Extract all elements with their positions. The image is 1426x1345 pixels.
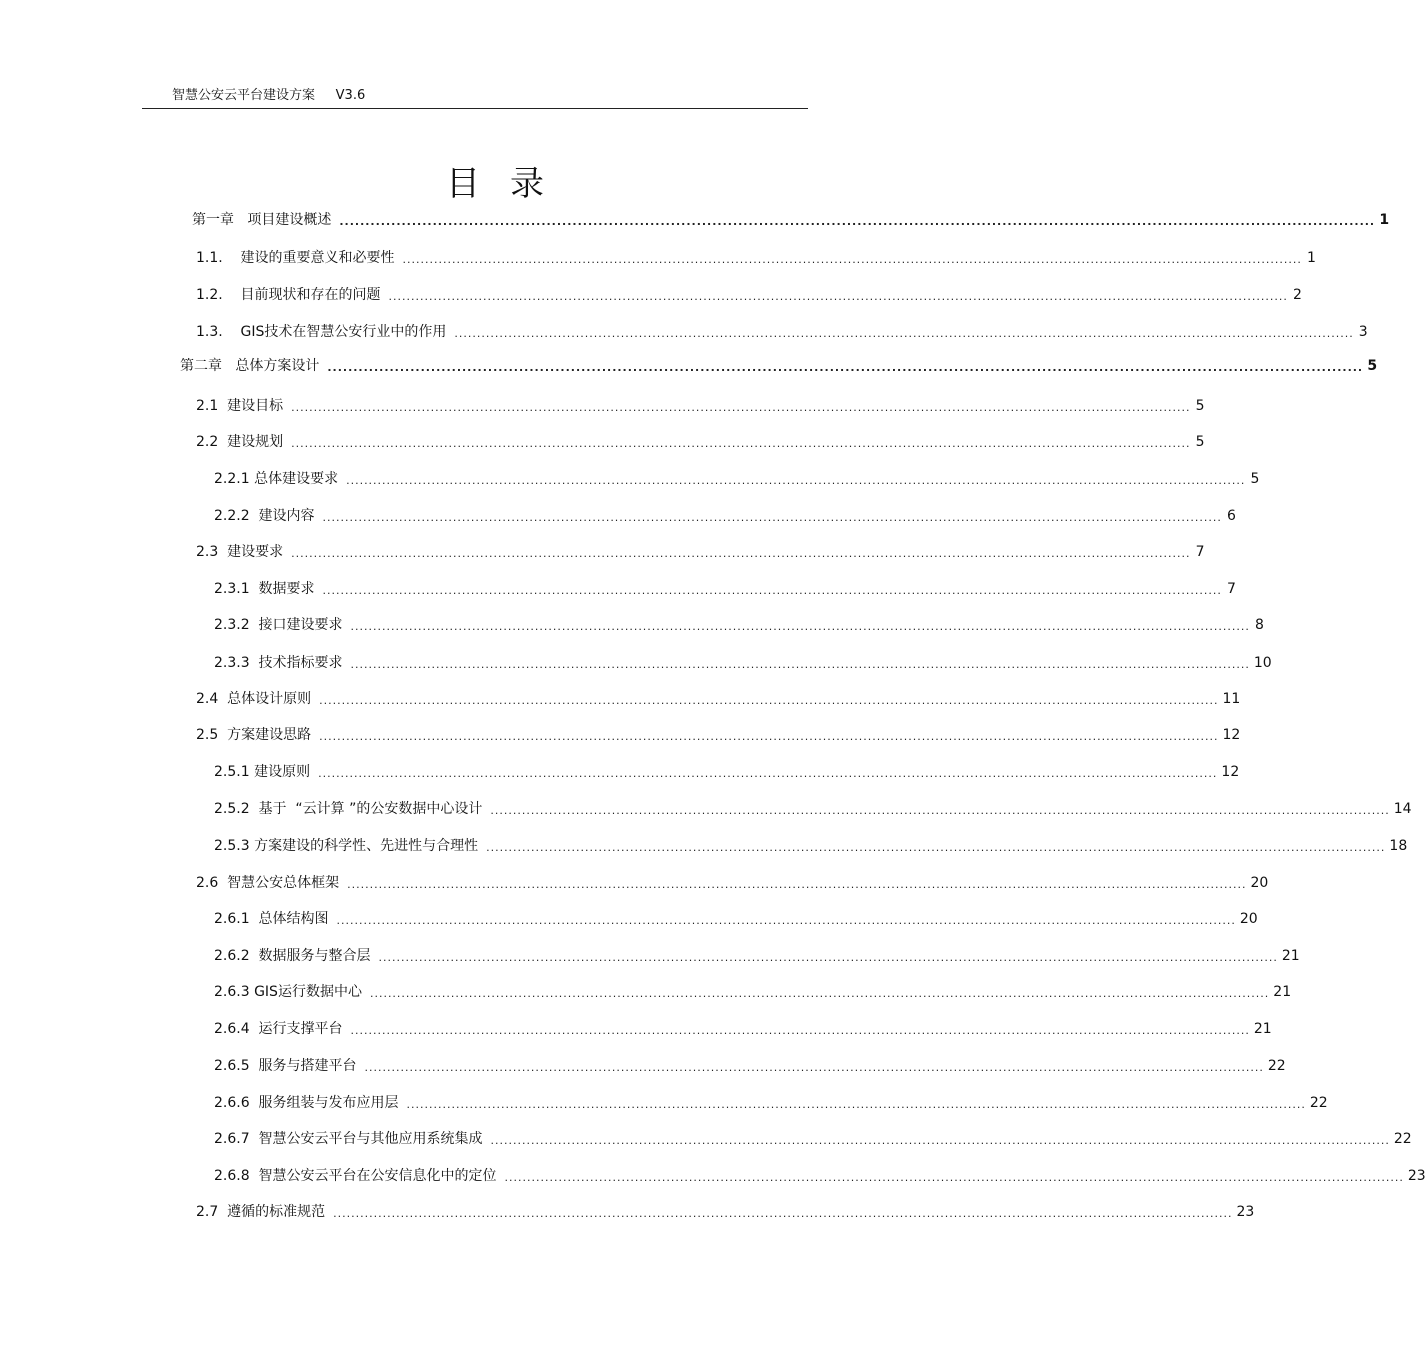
toc-entry-title: 总体设计原则 xyxy=(218,691,312,707)
toc-section-entry[interactable] xyxy=(196,247,1316,267)
toc-section-entry[interactable] xyxy=(196,431,1205,451)
toc-page-number: 2 xyxy=(1292,287,1302,303)
toc-page-number: 22 xyxy=(1309,1095,1328,1111)
toc-page-number: 5 xyxy=(1195,434,1205,450)
dot-leader: ........................................................................................................................................................................................................ xyxy=(406,1098,1306,1111)
toc-page-number: 21 xyxy=(1281,948,1300,964)
toc-section-entry[interactable] xyxy=(196,724,1241,744)
toc-entry-title: 数据要求 xyxy=(249,581,315,597)
toc-page-number: 1 xyxy=(1306,250,1316,266)
toc-section-entry[interactable] xyxy=(196,541,1205,561)
toc-section-entry[interactable] xyxy=(214,981,1292,1001)
toc-section-entry[interactable] xyxy=(214,578,1236,598)
toc-entry-number: 第一章 xyxy=(192,212,234,228)
dot-leader: ........................................................................................................................................................................................................ xyxy=(318,767,1218,780)
dot-leader: ........................................................................................................................................................................................................ xyxy=(346,474,1246,487)
document-header: 智慧公安云平台建设方案 V3.6 xyxy=(172,88,366,103)
dot-leader: ........................................................................................................................................................................................................ xyxy=(364,1061,1264,1074)
toc-entry-title: 智慧公安云平台在公安信息化中的定位 xyxy=(249,1168,497,1184)
toc-entry-number: 2.2.2 xyxy=(214,508,250,524)
toc-entry-title: 建设要求 xyxy=(218,544,284,560)
toc-section-entry[interactable] xyxy=(214,468,1260,488)
dot-leader: ........................................................................................................................................................................................................ xyxy=(291,401,1191,414)
dot-leader: ........................................................................................................................................................................................................ xyxy=(504,1171,1404,1184)
toc-entry-title: 接口建设要求 xyxy=(249,617,343,633)
toc-entry-title: 建设原则 xyxy=(249,764,311,780)
toc-section-entry[interactable] xyxy=(214,945,1300,965)
toc-entry-number: 第二章 xyxy=(180,358,222,374)
dot-leader: ........................................................................................................................................................................................................ xyxy=(388,290,1288,303)
toc-entry-number: 2.5 xyxy=(196,727,219,743)
toc-section-entry[interactable] xyxy=(214,1055,1286,1075)
toc-page-number: 11 xyxy=(1222,691,1241,707)
toc-entry-title: 方案建设思路 xyxy=(218,727,312,743)
toc-entry-title: 运行支撑平台 xyxy=(249,1021,343,1037)
toc-entry-number: 2.1 xyxy=(196,398,219,414)
toc-entry-number: 1.2. xyxy=(196,287,223,303)
toc-entry-number: 2.5.1 xyxy=(214,764,250,780)
dot-leader: ........................................................................................................................................................................................................ xyxy=(490,1134,1390,1147)
toc-entry-number: 2.6.4 xyxy=(214,1021,250,1037)
toc-title: 目录 xyxy=(446,164,574,204)
toc-page-number: 20 xyxy=(1239,911,1258,927)
toc-entry-number: 2.3 xyxy=(196,544,219,560)
toc-page-number: 23 xyxy=(1236,1204,1255,1220)
toc-entry-title: 智慧公安云平台与其他应用系统集成 xyxy=(249,1131,483,1147)
dot-leader: ........................................................................................................................................................................................................ xyxy=(336,914,1236,927)
toc-section-entry[interactable] xyxy=(214,908,1258,928)
toc-entry-number: 2.6.2 xyxy=(214,948,250,964)
toc-entry-number: 2.2.1 xyxy=(214,471,250,487)
dot-leader: ........................................................................................................................................................................................................ xyxy=(350,658,1250,671)
toc-section-entry[interactable] xyxy=(214,1165,1426,1185)
toc-section-entry[interactable] xyxy=(214,1128,1412,1148)
dot-leader: ........................................................................................................................................................................................................ xyxy=(322,584,1222,597)
toc-page-number: 7 xyxy=(1226,581,1236,597)
toc-entry-title: 建设内容 xyxy=(249,508,315,524)
toc-page-number: 10 xyxy=(1253,655,1272,671)
toc-page-number: 6 xyxy=(1226,508,1236,524)
toc-section-entry[interactable] xyxy=(214,1018,1272,1038)
dot-leader: ........................................................................................................................................................................................................ xyxy=(291,547,1191,560)
dot-leader: ........................................................................................................................................................................................................ xyxy=(333,1207,1233,1220)
toc-page-number: 21 xyxy=(1273,984,1292,1000)
toc-entry-number: 2.6.7 xyxy=(214,1131,250,1147)
toc-entry-title: 项目建设概述 xyxy=(234,212,332,228)
toc-section-entry[interactable] xyxy=(214,835,1408,855)
toc-entry-title: 总体结构图 xyxy=(249,911,329,927)
toc-entry-title: 智慧公安总体框架 xyxy=(218,875,340,891)
dot-leader: ........................................................................................................................................................................................................ xyxy=(402,253,1302,266)
toc-page-number: 8 xyxy=(1254,617,1264,633)
dot-leader: ........................................................................................................................................................................................................ xyxy=(350,1024,1250,1037)
toc-section-entry[interactable] xyxy=(214,1092,1328,1112)
toc-page-number: 18 xyxy=(1389,838,1408,854)
dot-leader: ........................................................................................................................................................................................................ xyxy=(369,987,1270,1000)
toc-section-entry[interactable] xyxy=(214,614,1264,634)
toc-section-entry[interactable] xyxy=(196,395,1205,415)
toc-page-number: 12 xyxy=(1222,727,1241,743)
toc-section-entry[interactable] xyxy=(214,652,1272,672)
toc-entry-number: 1.3. xyxy=(196,324,223,340)
toc-entry-title: 遵循的标准规范 xyxy=(218,1204,326,1220)
toc-entry-title: 方案建设的科学性、先进性与合理性 xyxy=(249,838,479,854)
toc-entry-title: 总体方案设计 xyxy=(222,358,320,374)
dot-leader: ........................................................................................................................................................................................................ xyxy=(327,361,1364,374)
dot-leader: ........................................................................................................................................................................................................ xyxy=(454,327,1354,340)
toc-page-number: 23 xyxy=(1407,1168,1426,1184)
toc-section-entry[interactable] xyxy=(214,505,1236,525)
dot-leader: ........................................................................................................................................................................................................ xyxy=(486,841,1386,854)
dot-leader: ........................................................................................................................................................................................................ xyxy=(319,694,1219,707)
dot-leader: ........................................................................................................................................................................................................ xyxy=(490,804,1390,817)
toc-entry-title: 建设的重要意义和必要性 xyxy=(222,250,395,266)
dot-leader: ........................................................................................................................................................................................................ xyxy=(319,730,1219,743)
toc-entry-title: 建设目标 xyxy=(218,398,284,414)
toc-entry-number: 1.1. xyxy=(196,250,223,266)
dot-leader: ........................................................................................................................................................................................................ xyxy=(291,437,1191,450)
toc-section-entry[interactable] xyxy=(196,872,1269,892)
toc-entry-title: 技术指标要求 xyxy=(249,655,343,671)
toc-entry-title: 服务与搭建平台 xyxy=(249,1058,357,1074)
toc-entry-title: 数据服务与整合层 xyxy=(249,948,371,964)
toc-entry-number: 2.3.3 xyxy=(214,655,250,671)
header-divider xyxy=(142,108,808,109)
toc-entry-number: 2.6.3 xyxy=(214,984,250,1000)
toc-entry-title: 总体建设要求 xyxy=(249,471,339,487)
dot-leader: ........................................................................................................................................................................................................ xyxy=(378,951,1278,964)
toc-entry-number: 2.3.1 xyxy=(214,581,250,597)
toc-entry-number: 2.3.2 xyxy=(214,617,250,633)
toc-entry-title: GIS技术在智慧公安行业中的作用 xyxy=(222,324,447,340)
dot-leader: ........................................................................................................................................................................................................ xyxy=(350,620,1250,633)
toc-page-number: 12 xyxy=(1221,764,1240,780)
toc-chapter-entry[interactable] xyxy=(192,209,1390,229)
toc-entry-number: 2.5.3 xyxy=(214,838,250,854)
toc-chapter-entry[interactable] xyxy=(180,355,1378,375)
toc-page-number: 22 xyxy=(1267,1058,1286,1074)
toc-entry-title: 建设规划 xyxy=(218,434,284,450)
toc-entry-number: 2.5.2 xyxy=(214,801,250,817)
toc-entry-title: GIS运行数据中心 xyxy=(249,984,362,1000)
toc-entry-number: 2.2 xyxy=(196,434,219,450)
toc-entry-number: 2.6.6 xyxy=(214,1095,250,1111)
toc-entry-number: 2.6.8 xyxy=(214,1168,250,1184)
toc-section-entry[interactable] xyxy=(196,688,1241,708)
toc-entry-number: 2.6.5 xyxy=(214,1058,250,1074)
toc-page-number: 1 xyxy=(1379,212,1390,228)
toc-page-number: 5 xyxy=(1367,358,1378,374)
toc-page-number: 14 xyxy=(1393,801,1412,817)
toc-entry-number: 2.6 xyxy=(196,875,219,891)
toc-page-number: 5 xyxy=(1250,471,1260,487)
toc-page-number: 3 xyxy=(1358,324,1368,340)
toc-entry-number: 2.7 xyxy=(196,1204,219,1220)
toc-entry-title: 服务组装与发布应用层 xyxy=(249,1095,399,1111)
toc-section-entry[interactable] xyxy=(214,761,1240,781)
toc-entry-number: 2.6.1 xyxy=(214,911,250,927)
toc-entry-title: 基于 “云计算 ”的公安数据中心设计 xyxy=(249,801,483,817)
dot-leader: ........................................................................................................................................................................................................ xyxy=(339,215,1376,228)
toc-entry-number: 2.4 xyxy=(196,691,219,707)
toc-page-number: 7 xyxy=(1195,544,1205,560)
toc-section-entry[interactable] xyxy=(196,1201,1255,1221)
toc-section-entry[interactable] xyxy=(196,321,1368,341)
toc-section-entry[interactable] xyxy=(196,284,1302,304)
toc-entry-title: 目前现状和存在的问题 xyxy=(222,287,381,303)
toc-page-number: 5 xyxy=(1195,398,1205,414)
dot-leader: ........................................................................................................................................................................................................ xyxy=(322,511,1222,524)
toc-page-number: 20 xyxy=(1250,875,1269,891)
toc-section-entry[interactable] xyxy=(214,798,1412,818)
dot-leader: ........................................................................................................................................................................................................ xyxy=(347,878,1247,891)
toc-page-number: 21 xyxy=(1253,1021,1272,1037)
toc-page-number: 22 xyxy=(1393,1131,1412,1147)
